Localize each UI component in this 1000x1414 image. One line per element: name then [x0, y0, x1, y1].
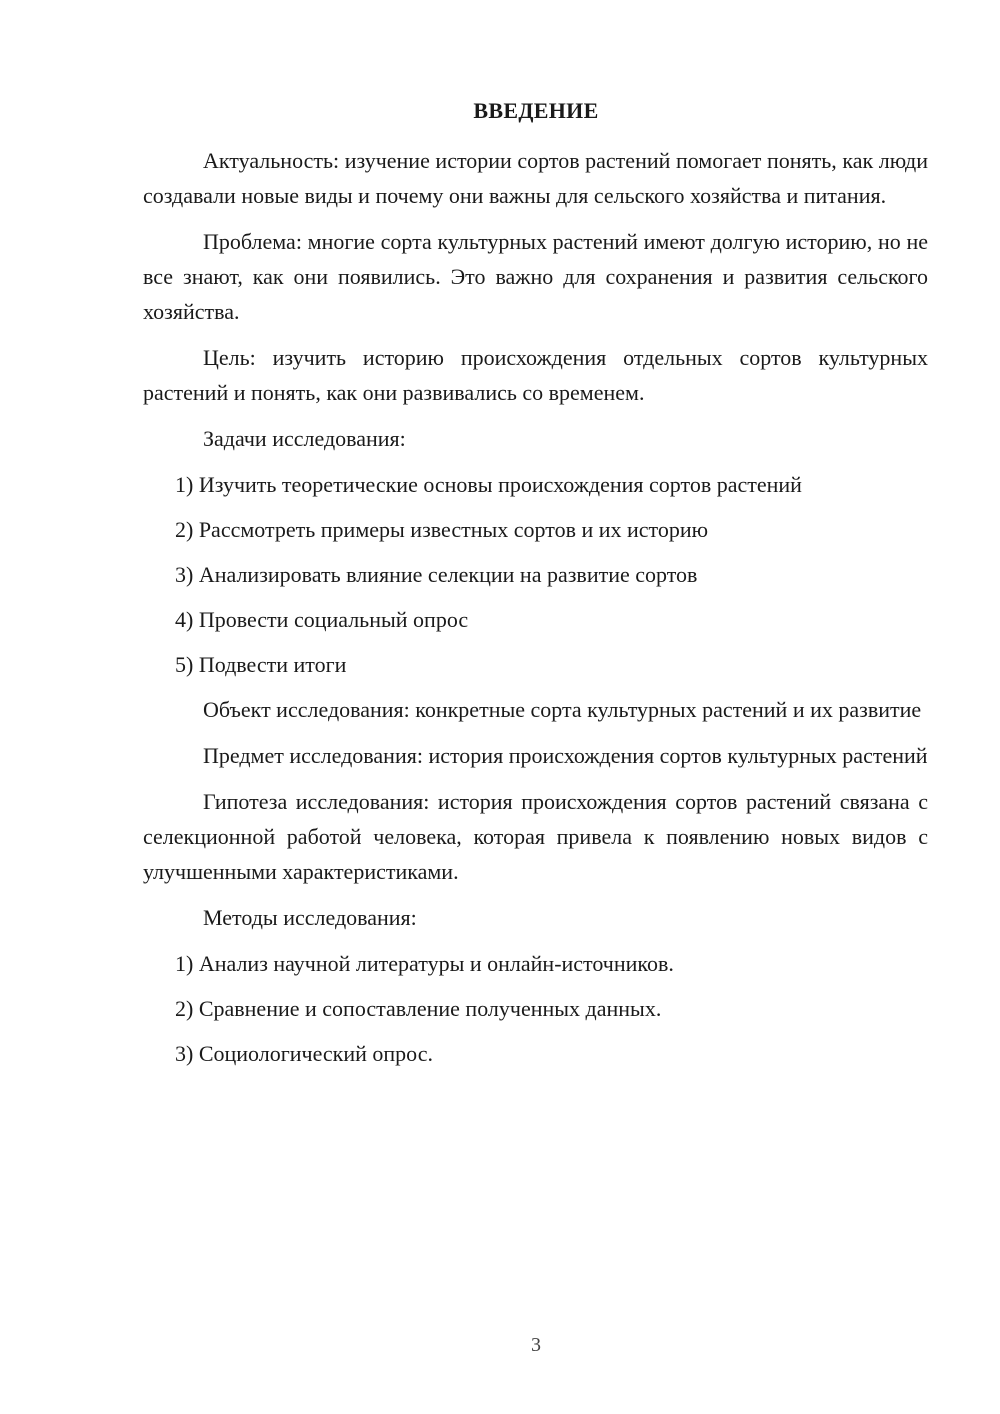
page-number: 3	[531, 1334, 541, 1356]
methods-heading: Методы исследования:	[203, 905, 417, 930]
list-item: 1) Анализ научной литературы и онлайн-источников.	[175, 951, 674, 976]
page-title: ВВЕДЕНИЕ	[473, 98, 599, 123]
list-item: 5) Подвести итоги	[175, 652, 347, 677]
list-item: 4) Провести социальный опрос	[175, 607, 469, 632]
list-item: 3) Социологический опрос.	[175, 1041, 433, 1066]
paragraph-hypothesis: Гипотеза исследования: история происхождения сортов растений связана с селекционной работой человека, которая привела к появлению новых видов с улучшенными характеристиками.	[143, 789, 928, 884]
paragraph-problem: Проблема: многие сорта культурных растений имеют долгую историю, но не все знают, как они появились. Это важно для сохранения и развития сельского хозяйства.	[143, 229, 928, 324]
list-item: 2) Рассмотреть примеры известных сортов и их историю	[175, 517, 709, 542]
paragraph-relevance: Актуальность: изучение истории сортов растений помогает понять, как люди создавали новые виды и почему они важны для сельского хозяйства и питания.	[143, 148, 928, 208]
methods-list	[143, 946, 928, 1071]
tasks-list	[143, 467, 928, 682]
list-item: 1) Изучить теоретические основы происхождения сортов растений	[175, 472, 802, 497]
list-item: 3) Анализировать влияние селекции на развитие сортов	[175, 562, 698, 587]
tasks-heading: Задачи исследования:	[203, 426, 406, 451]
paragraph-goal: Цель: изучить историю происхождения отдельных сортов культурных растений и понять, как они развивались со временем.	[143, 345, 928, 405]
list-item: 2) Сравнение и сопоставление полученных данных.	[175, 996, 662, 1021]
paragraph-object: Объект исследования: конкретные сорта культурных растений и их развитие	[203, 697, 922, 722]
paragraph-subject: Предмет исследования: история происхождения сортов культурных растений	[203, 743, 928, 768]
document-body	[143, 143, 928, 1081]
